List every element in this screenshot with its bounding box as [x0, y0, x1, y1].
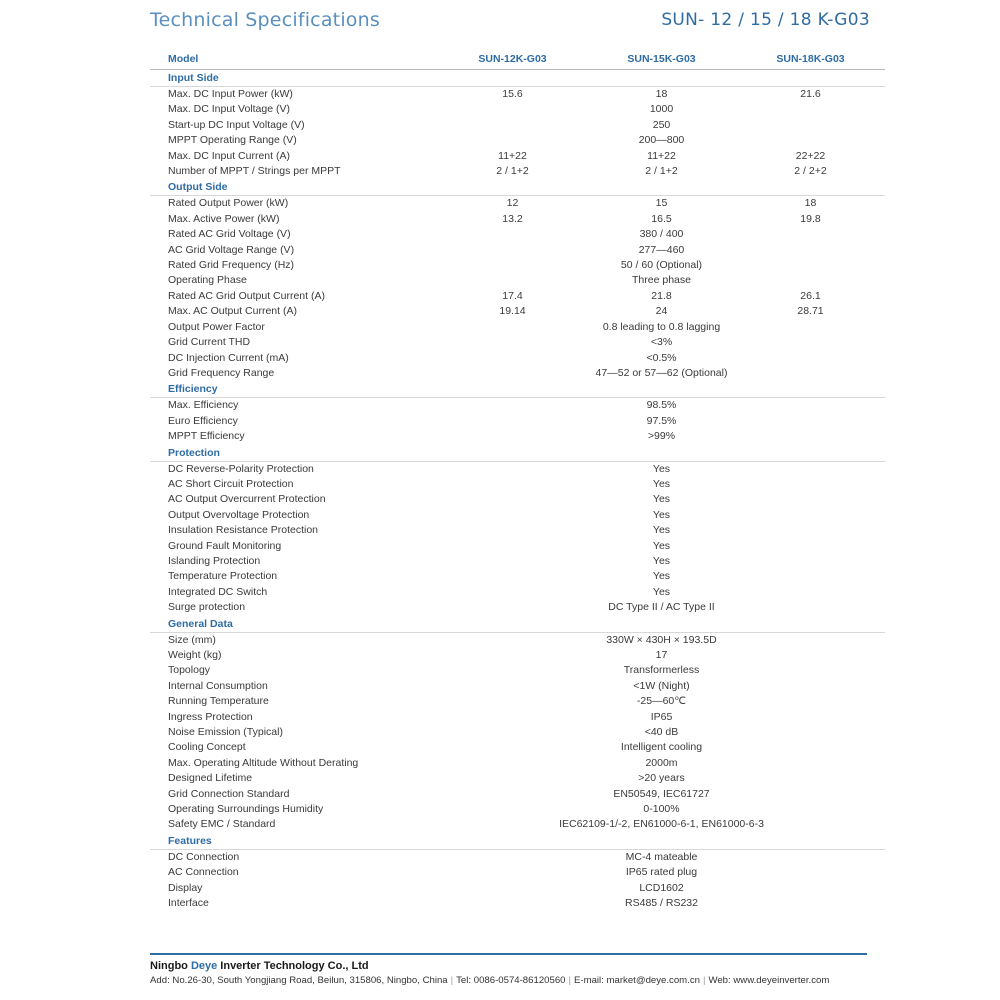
- row-value-b: 21.8: [651, 289, 672, 302]
- row-value-b: 16.5: [651, 212, 672, 225]
- table-row: [150, 258, 885, 273]
- row-value-merged: -25—60℃: [636, 695, 687, 708]
- table-row: [150, 648, 885, 663]
- row-label: Max. DC Input Power (kW): [168, 88, 293, 100]
- row-value-a: 2 / 1+2: [496, 165, 529, 178]
- header-model-series: SUN- 12 / 15 / 18 K-G03: [661, 10, 870, 30]
- section-header-row: [150, 445, 885, 462]
- row-value-a: 15.6: [502, 88, 523, 100]
- row-value-merged: 200—800: [638, 134, 685, 147]
- row-value-merged: 50 / 60 (Optional): [620, 259, 703, 272]
- table-row: [150, 212, 885, 227]
- row-label: MPPT Operating Range (V): [168, 134, 297, 147]
- row-label: Max. DC Input Current (A): [168, 149, 290, 162]
- table-row: [150, 554, 885, 569]
- footer-separator-3: |: [702, 975, 706, 986]
- row-label: Max. Operating Altitude Without Derating: [168, 756, 359, 769]
- row-label: Number of MPPT / Strings per MPPT: [168, 165, 341, 178]
- table-row: [150, 366, 885, 381]
- table-row: [150, 461, 885, 477]
- table-row: [150, 164, 885, 179]
- row-label: Insulation Resistance Protection: [168, 524, 318, 537]
- row-label: Cooling Concept: [168, 741, 246, 754]
- row-label: Noise Emission (Typical): [168, 726, 283, 739]
- row-label: Output Overvoltage Protection: [168, 508, 310, 521]
- row-value-merged: 2000m: [645, 756, 678, 769]
- column-header-2: SUN-15K-G03: [587, 50, 736, 70]
- row-label: Rated Output Power (kW): [168, 197, 289, 210]
- footer-company-name: [150, 960, 910, 972]
- section-header-row: [150, 833, 885, 850]
- row-label: Interface: [168, 897, 209, 910]
- table-row: [150, 102, 885, 117]
- row-value-b: 18: [655, 88, 668, 100]
- row-label: Temperature Protection: [168, 570, 278, 583]
- table-row: [150, 896, 885, 911]
- row-label: Grid Current THD: [168, 336, 251, 349]
- table-row: [150, 133, 885, 148]
- row-value-b: 2 / 1+2: [645, 165, 678, 178]
- row-value-merged: Yes: [652, 462, 671, 475]
- footer-web: Web: www.deyeinverter.com: [708, 975, 830, 986]
- table-row: [150, 398, 885, 414]
- row-value-merged: 330W × 430H × 193.5D: [606, 633, 717, 646]
- row-value-a: 11+22: [498, 149, 527, 162]
- row-value-merged: IP65 rated plug: [625, 866, 698, 879]
- table-row: [150, 600, 885, 615]
- document-footer: [150, 960, 910, 986]
- column-header-1: SUN-12K-G03: [438, 50, 587, 70]
- row-value-c: 21.6: [800, 88, 821, 100]
- table-row: [150, 477, 885, 492]
- footer-separator-1: |: [450, 975, 454, 986]
- table-row: [150, 87, 885, 103]
- section-header-row: [150, 179, 885, 196]
- row-value-merged: Yes: [652, 508, 671, 521]
- table-row: [150, 351, 885, 366]
- specifications-table: [150, 50, 885, 912]
- row-label: Surge protection: [168, 601, 246, 614]
- row-value-a: 17.4: [502, 289, 523, 302]
- footer-contact-line: [150, 975, 910, 986]
- row-label: Max. AC Output Current (A): [168, 305, 297, 318]
- table-row: [150, 787, 885, 802]
- table-row: [150, 881, 885, 896]
- table-row: [150, 725, 885, 740]
- row-value-merged: EN50549, IEC61727: [613, 787, 710, 800]
- row-label: Islanding Protection: [168, 554, 261, 567]
- row-value-merged: 277—460: [638, 243, 685, 256]
- row-label: Output Power Factor: [168, 320, 265, 333]
- row-value-merged: Yes: [652, 477, 671, 490]
- document-header: [150, 0, 870, 40]
- row-label: DC Injection Current (mA): [168, 351, 289, 364]
- row-value-merged: 47—52 or 57—62 (Optional): [595, 366, 728, 379]
- row-label: Topology: [168, 664, 211, 677]
- row-label: Grid Frequency Range: [168, 366, 275, 379]
- row-value-merged: 380 / 400: [639, 228, 684, 241]
- row-value-merged: Yes: [652, 570, 671, 583]
- row-value-merged: Yes: [652, 524, 671, 537]
- row-value-b: 24: [655, 305, 668, 318]
- row-value-merged: 1000: [649, 103, 674, 116]
- row-value-merged: Yes: [652, 585, 671, 598]
- row-value-merged: 98.5%: [646, 399, 677, 412]
- row-value-merged: Yes: [652, 554, 671, 567]
- row-label: Euro Efficiency: [168, 414, 238, 427]
- row-label: Internal Consumption: [168, 679, 268, 692]
- table-row: [150, 196, 885, 212]
- row-value-merged: MC-4 mateable: [625, 850, 698, 863]
- section-title: Protection: [150, 445, 885, 462]
- row-value-merged: 0-100%: [643, 803, 680, 816]
- row-label: Rated AC Grid Output Current (A): [168, 289, 325, 302]
- table-row: [150, 243, 885, 258]
- row-value-merged: >99%: [647, 430, 676, 443]
- table-row: [150, 273, 885, 288]
- row-label: Max. DC Input Voltage (V): [168, 103, 290, 116]
- row-label: Operating Surroundings Humidity: [168, 803, 324, 816]
- table-row: [150, 663, 885, 678]
- table-row: [150, 802, 885, 817]
- row-value-merged: IP65: [650, 710, 673, 723]
- row-value-merged: 97.5%: [646, 414, 677, 427]
- row-value-merged: 17: [655, 649, 668, 661]
- footer-separator-2: |: [568, 975, 571, 986]
- row-value-merged: <3%: [650, 336, 673, 349]
- column-header-model: Model: [150, 50, 438, 70]
- table-row: [150, 227, 885, 242]
- row-value-merged: Yes: [652, 539, 671, 552]
- table-row: [150, 771, 885, 786]
- table-row: [150, 865, 885, 880]
- row-label: Start-up DC Input Voltage (V): [168, 118, 305, 131]
- table-row: [150, 335, 885, 350]
- table-row: [150, 740, 885, 755]
- table-row: [150, 569, 885, 584]
- table-row: [150, 523, 885, 538]
- row-value-c: 22+22: [795, 149, 826, 162]
- row-label: MPPT Efficiency: [168, 430, 245, 443]
- row-label: Ground Fault Monitoring: [168, 539, 282, 552]
- row-value-merged: Intelligent cooling: [620, 741, 703, 754]
- section-title: Features: [150, 833, 885, 850]
- table-row: [150, 492, 885, 507]
- footer-company-suffix: Inverter Technology Co., Ltd: [217, 960, 369, 972]
- row-label: Max. Efficiency: [168, 399, 239, 412]
- row-label: Display: [168, 881, 203, 894]
- section-title: General Data: [150, 616, 885, 633]
- row-label: AC Output Overcurrent Protection: [168, 493, 326, 506]
- section-header-row: [150, 70, 885, 87]
- row-value-c: 18: [804, 197, 817, 210]
- table-row: [150, 149, 885, 164]
- row-label: Safety EMC / Standard: [168, 818, 276, 831]
- row-value-merged: DC Type II / AC Type II: [608, 601, 715, 614]
- row-label: AC Connection: [168, 866, 239, 879]
- table-row: [150, 849, 885, 865]
- row-label: DC Connection: [168, 850, 240, 863]
- row-label: Rated AC Grid Voltage (V): [168, 228, 291, 241]
- row-value-c: 19.8: [800, 212, 821, 225]
- row-label: Integrated DC Switch: [168, 585, 268, 598]
- table-row: [150, 429, 885, 444]
- row-value-merged: 250: [652, 118, 671, 131]
- table-row: [150, 694, 885, 709]
- table-row: [150, 632, 885, 648]
- row-value-merged: Transformerless: [623, 664, 700, 677]
- row-value-a: 19.14: [499, 305, 526, 318]
- section-title: Input Side: [150, 70, 885, 87]
- row-label: Operating Phase: [168, 274, 247, 287]
- table-row: [150, 320, 885, 335]
- footer-company-brand: Deye: [190, 960, 218, 972]
- footer-tel: Tel: 0086-0574-86120560: [456, 975, 566, 986]
- footer-email: E-mail: market@deye.com.cn: [574, 975, 700, 986]
- table-row: [150, 817, 885, 832]
- row-label: Weight (kg): [168, 649, 222, 661]
- table-row: [150, 118, 885, 133]
- row-label: DC Reverse-Polarity Protection: [168, 462, 314, 475]
- row-value-merged: >20 years: [638, 772, 685, 785]
- row-value-b: 15: [655, 197, 668, 210]
- table-row: [150, 508, 885, 523]
- row-label: Running Temperature: [168, 695, 269, 708]
- row-label: Grid Connection Standard: [168, 787, 290, 800]
- row-value-c: 28.71: [797, 305, 824, 318]
- row-value-a: 13.2: [502, 212, 523, 225]
- row-value-c: 2 / 2+2: [794, 165, 827, 178]
- row-label: Max. Active Power (kW): [168, 212, 280, 225]
- table-row: [150, 304, 885, 319]
- table-row: [150, 679, 885, 694]
- footer-address: Add: No.26-30, South Yongjiang Road, Beilun, 315806, Ningbo, China: [150, 975, 448, 986]
- row-value-merged: Three phase: [632, 274, 691, 287]
- row-value-merged: <1W (Night): [633, 679, 690, 692]
- section-header-row: [150, 616, 885, 633]
- row-value-a: 12: [506, 197, 519, 210]
- footer-company-prefix: Ningbo: [150, 960, 191, 972]
- row-label: Rated Grid Frequency (Hz): [168, 259, 295, 272]
- table-row: [150, 585, 885, 600]
- table-row: [150, 289, 885, 304]
- row-value-merged: Yes: [652, 493, 671, 506]
- row-label: AC Grid Voltage Range (V): [168, 243, 295, 256]
- column-header-3: SUN-18K-G03: [736, 50, 885, 70]
- page-title: Technical Specifications: [150, 9, 380, 31]
- section-header-row: [150, 381, 885, 398]
- table-row: [150, 710, 885, 725]
- row-label: Ingress Protection: [168, 710, 253, 723]
- row-value-c: 26.1: [800, 289, 821, 302]
- row-value-merged: 0.8 leading to 0.8 lagging: [602, 320, 721, 333]
- row-value-merged: RS485 / RS232: [625, 897, 698, 910]
- table-header-row: [150, 50, 885, 70]
- row-value-merged: LCD1602: [639, 881, 684, 894]
- row-label: Designed Lifetime: [168, 772, 253, 785]
- footer-divider: [150, 953, 867, 955]
- section-title: Efficiency: [150, 381, 885, 398]
- row-value-merged: IEC62109-1/-2, EN61000-6-1, EN61000-6-3: [559, 818, 764, 831]
- section-title: Output Side: [150, 179, 885, 196]
- table-row: [150, 756, 885, 771]
- row-label: Size (mm): [168, 633, 216, 646]
- table-row: [150, 414, 885, 429]
- row-value-merged: <40 dB: [644, 726, 679, 739]
- row-value-merged: <0.5%: [646, 351, 677, 364]
- row-label: AC Short Circuit Protection: [168, 477, 294, 490]
- row-value-b: 11+22: [647, 149, 676, 162]
- table-row: [150, 539, 885, 554]
